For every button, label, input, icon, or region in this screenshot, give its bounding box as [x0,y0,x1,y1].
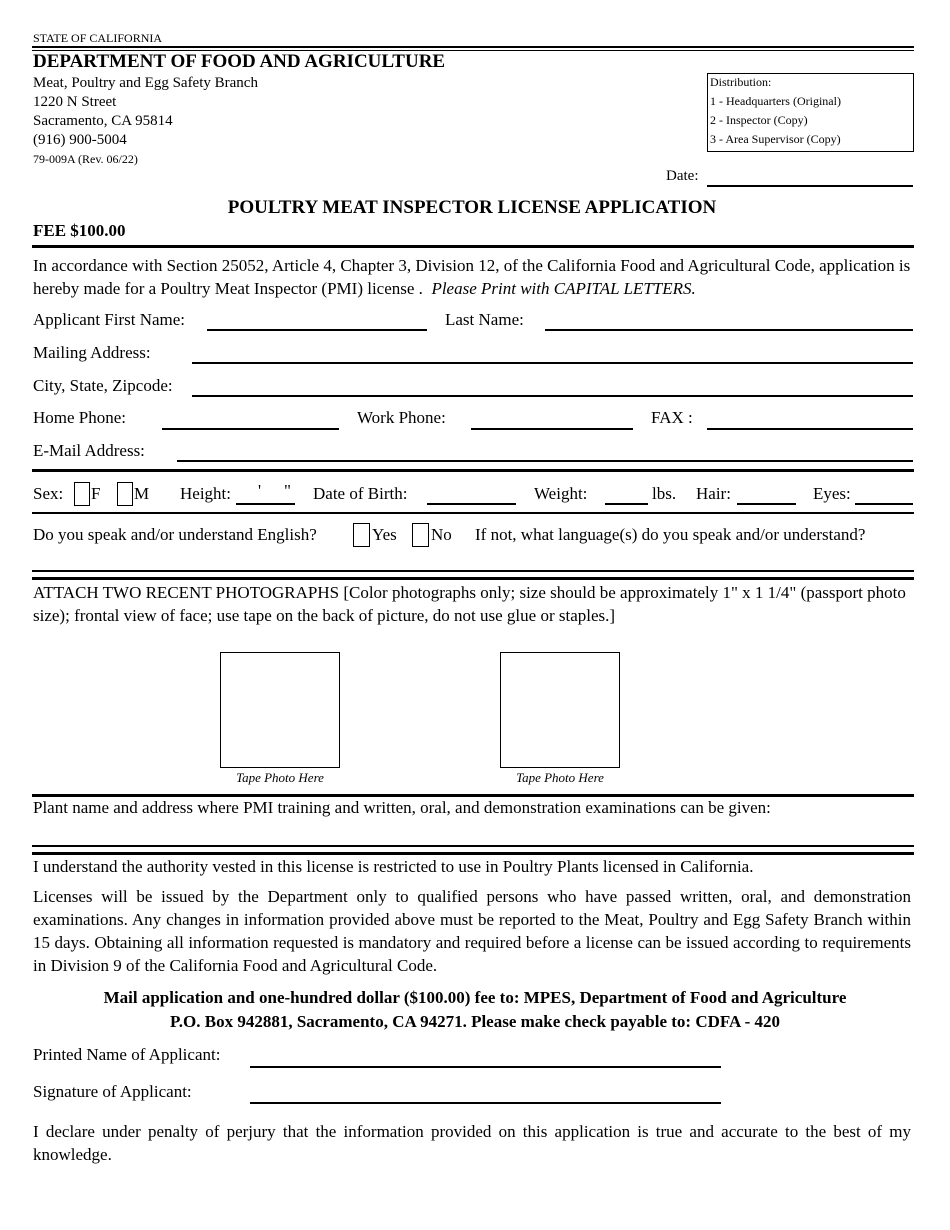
form-number: 79-009A (Rev. 06/22) [33,152,138,166]
date-label: Date: [666,168,699,184]
city-state-zip-field[interactable] [192,395,913,397]
height-inch-mark: " [284,481,291,500]
sex-male-label: M [134,484,150,503]
weight-field[interactable] [605,503,648,505]
home-phone-field[interactable] [162,428,339,430]
eyes-field[interactable] [855,503,913,505]
intro-instruction: Please Print with CAPITAL LETTERS. [431,279,696,298]
sex-female-label: F [91,484,101,503]
english-yes-checkbox[interactable] [353,523,370,547]
photo-box-1 [220,652,340,768]
hair-field[interactable] [737,503,796,505]
intro-text: In accordance with Section 25052, Article 4, Chapter 3, Division 12, of the California Food and Agricultural Code, application is hereby made for a Poultry Meat Inspector (PMI) license . [33,256,911,298]
weight-label: Weight: [534,484,588,503]
distribution-item: 1 - Headquarters (Original) [710,94,841,108]
weight-unit: lbs. [652,484,677,503]
sex-label: Sex: [33,484,64,503]
distribution-item: 3 - Area Supervisor (Copy) [710,132,841,146]
photo-instructions: ATTACH TWO RECENT PHOTOGRAPHS [Color photographs only; size should be approximately 1" x 1 1/4" (passport photo size); frontal view of face; use tape on the back of picture, do not use glue or staples.] [33,583,906,625]
email-label: E-Mail Address: [33,441,145,460]
eyes-label: Eyes: [813,484,851,503]
home-phone-label: Home Phone: [33,408,127,427]
fax-label: FAX : [651,408,693,427]
english-no-label: No [431,525,452,544]
distribution-box [707,73,914,152]
state-label: STATE OF CALIFORNIA [33,31,163,45]
mail-instructions-line1: Mail application and one-hundred dollar ($100.00) fee to: MPES, Department of Food and Agriculture [103,988,847,1007]
mailing-address-label: Mailing Address: [33,343,151,362]
mail-instructions-line2: P.O. Box 942881, Sacramento, CA 94271. Please make check payable to: CDFA - 420 [169,1012,781,1031]
plant-field[interactable] [32,845,914,847]
sex-female-checkbox[interactable] [74,482,90,506]
phone-number: (916) 900-5004 [33,132,127,148]
email-field[interactable] [177,460,913,462]
declaration-statement: I declare under penalty of perjury that the information provided on this application is true and accurate to the best of my knowledge. [33,1122,911,1164]
language-field[interactable] [32,570,914,572]
last-name-label: Last Name: [445,310,524,329]
date-field[interactable] [707,185,913,187]
section-rule [32,852,914,855]
section-rule [32,245,914,248]
signature-field[interactable] [250,1102,721,1104]
form-title: POULTRY MEAT INSPECTOR LICENSE APPLICATION [227,197,717,218]
printed-name-field[interactable] [250,1066,721,1068]
street-address: 1220 N Street [33,94,117,110]
branch-name: Meat, Poultry and Egg Safety Branch [33,75,258,91]
dob-label: Date of Birth: [313,484,408,503]
first-name-field[interactable] [207,329,427,331]
section-rule [32,577,914,580]
height-feet-mark: ' [258,481,262,500]
english-question: Do you speak and/or understand English? [33,525,317,544]
header-rule-top [32,46,914,48]
last-name-field[interactable] [545,329,913,331]
mailing-address-field[interactable] [192,362,913,364]
english-no-checkbox[interactable] [412,523,429,547]
photo-caption-1: Tape Photo Here [236,770,324,785]
section-rule [32,469,914,472]
language-question: If not, what language(s) do you speak and/or understand? [475,525,866,544]
licenses-paragraph: Licenses will be issued by the Department only to qualified persons who have passed written, oral, and demonstration examinations. Any changes in information provided above must be reported to the Meat, Poultry and Egg Safety Branch within 15 days. Obtaining all information requested is mandatory and required before a license can be issued according to requirements in Division 9 of the California Food and Agricultural Code. [33,887,911,975]
first-name-label: Applicant First Name: [33,310,186,329]
dob-field[interactable] [427,503,516,505]
photo-box-2 [500,652,620,768]
intro-paragraph [33,254,911,300]
fee-label: FEE $100.00 [33,221,126,240]
section-rule [32,794,914,797]
height-field[interactable] [236,503,295,505]
city-state-zip-label: City, State, Zipcode: [33,376,173,395]
distribution-item: 2 - Inspector (Copy) [710,113,808,127]
printed-name-label: Printed Name of Applicant: [33,1045,221,1064]
city-address: Sacramento, CA 95814 [33,113,173,129]
section-rule [32,512,914,514]
plant-label: Plant name and address where PMI training and written, oral, and demonstration examinations can be given: [33,798,771,817]
authority-statement: I understand the authority vested in this license is restricted to use in Poultry Plants licensed in California. [33,857,754,876]
english-yes-label: Yes [372,525,397,544]
fax-field[interactable] [707,428,913,430]
sex-male-checkbox[interactable] [117,482,133,506]
hair-label: Hair: [696,484,731,503]
signature-label: Signature of Applicant: [33,1082,192,1101]
work-phone-field[interactable] [471,428,633,430]
work-phone-label: Work Phone: [357,408,446,427]
photo-caption-2: Tape Photo Here [516,770,604,785]
distribution-title: Distribution: [710,75,772,89]
height-label: Height: [180,484,231,503]
department-title: DEPARTMENT OF FOOD AND AGRICULTURE [33,51,446,72]
